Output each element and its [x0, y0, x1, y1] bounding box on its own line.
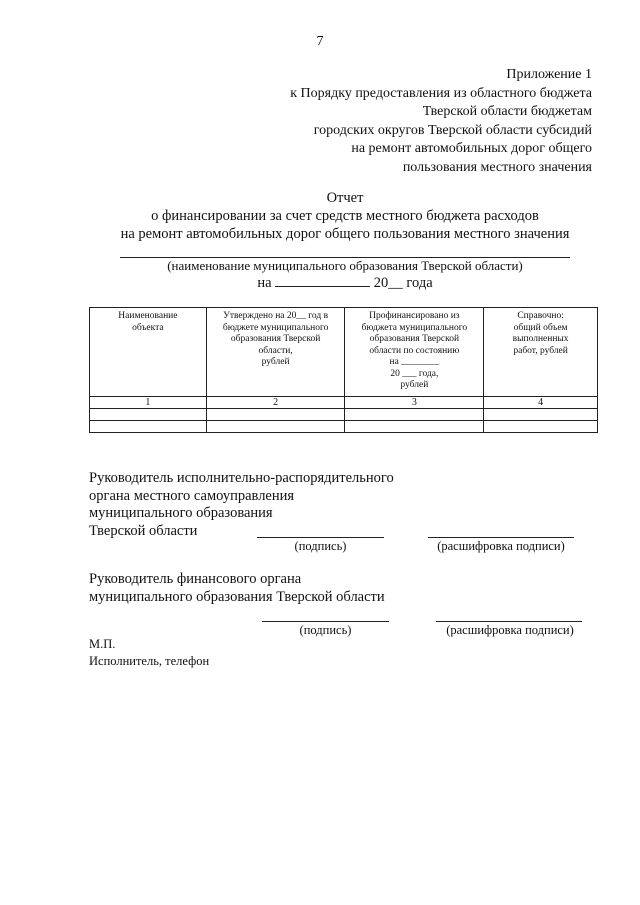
table-cell: [90, 409, 207, 421]
report-title: Отчет: [326, 190, 364, 206]
signature-line: [257, 537, 384, 538]
appendix-line: городских округов Тверской области субсидий: [313, 122, 592, 138]
page-number: 7: [316, 34, 324, 49]
date-year: 20__ года: [373, 275, 433, 291]
appendix-line: на ремонт автомобильных дорог общего: [351, 141, 592, 156]
decryption-line: [436, 621, 582, 622]
appendix-header: [290, 66, 592, 177]
municipality-name-caption: (наименование муниципального образования Тверской области): [167, 258, 523, 273]
appendix-line: Тверской области бюджетам: [422, 104, 592, 119]
report-subtitle: на ремонт автомобильных дорог общего пользования местного значения: [120, 226, 570, 242]
table-cell: [90, 421, 207, 433]
signature-caption: (подпись): [294, 539, 347, 553]
head-executive-title: Руководитель исполнительно-распорядительного органа местного самоуправления муниципального образования Тверской области: [89, 470, 394, 539]
appendix-line: к Порядку предоставления из областного бюджета: [290, 85, 592, 101]
table-number-cell: 2: [206, 397, 345, 409]
decryption-line: [428, 537, 574, 538]
table-row: [90, 409, 598, 421]
executor-label: Исполнитель, телефон: [89, 654, 210, 668]
table-cell: [345, 409, 484, 421]
table-header-cell: Утверждено на 20__ год в бюджете муниципального образования Тверской области, рублей: [206, 308, 345, 397]
table-header-cell: Профинансировано из бюджета муниципального образования Тверской области по состоянию на ________ 20 ___ года, рублей: [345, 308, 484, 397]
report-date-line: [0, 274, 640, 292]
table-cell: [206, 421, 345, 433]
appendix-line: Приложение 1: [506, 67, 592, 82]
stamp-label: М.П.: [89, 637, 116, 651]
table-header-cell: Справочно: общий объем выполненных работ, рублей: [484, 308, 598, 397]
table-header-cell: Наименование объекта: [90, 308, 207, 397]
table-number-row: [90, 397, 598, 409]
signature-caption: (подпись): [299, 623, 352, 637]
table-cell: [484, 421, 598, 433]
table-cell: [484, 409, 598, 421]
decryption-caption: (расшифровка подписи): [437, 539, 565, 553]
decryption-caption: (расшифровка подписи): [446, 623, 574, 637]
table-row: [90, 421, 598, 433]
report-title-block: [0, 189, 640, 243]
appendix-line: пользования местного значения: [402, 159, 592, 175]
table-number-cell: 1: [90, 397, 207, 409]
date-prefix: на: [257, 275, 272, 291]
table-cell: [345, 421, 484, 433]
report-table: [89, 307, 598, 433]
table-number-cell: 4: [484, 397, 598, 409]
table-cell: [206, 409, 345, 421]
table-header-row: [90, 308, 598, 397]
report-subtitle: о финансировании за счет средств местного бюджета расходов: [151, 208, 539, 224]
head-finance-title: Руководитель финансового органа муниципального образования Тверской области: [89, 571, 385, 605]
signature-line: [262, 621, 389, 622]
table-number-cell: 3: [345, 397, 484, 409]
date-blank: [275, 274, 370, 287]
